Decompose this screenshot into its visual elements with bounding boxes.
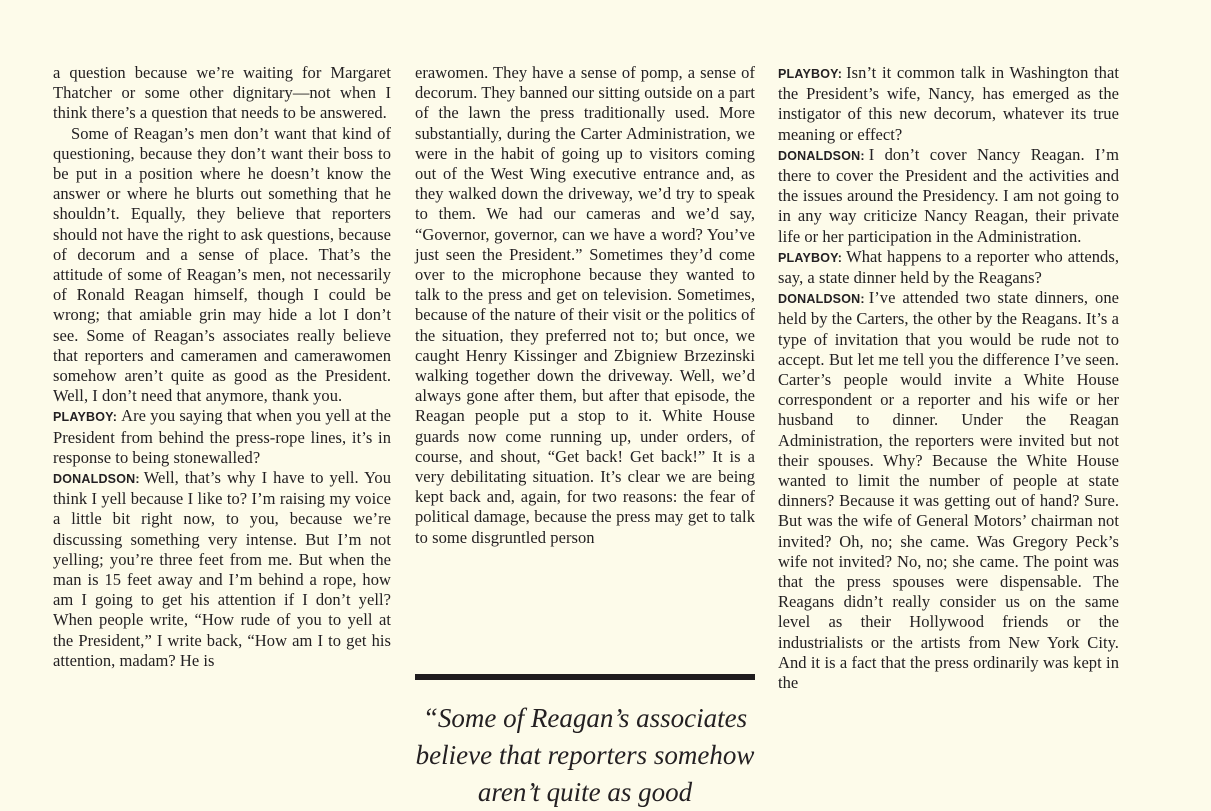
paragraph — [778, 247, 1119, 288]
paragraph — [53, 124, 391, 407]
column-3 — [778, 63, 1119, 693]
paragraph-text: Well, that’s why I have to yell. You think I yell because I like to? I’m raising my voice a little bit right now, to you, because we’re discussing something very intense. But I’m not yelling; you’re three feet from me. But when the man is 15 feet away and I’m behind a rope, how am I going to get his attention if I don’t yell? When people write, “How rude of you to yell at the President,” I write back, “How am I to get his attention, madam? He is — [53, 468, 391, 670]
paragraph — [778, 288, 1119, 693]
speaker-label: DONALDSON: — [778, 148, 865, 163]
paragraph — [415, 63, 755, 548]
speaker-label: DONALDSON: — [778, 292, 865, 307]
speaker-label: DONALDSON: — [53, 472, 140, 487]
column-2 — [415, 63, 755, 548]
paragraph — [778, 145, 1119, 247]
pull-quote: “Some of Reagan’s associates believe that reporters somehow aren’t quite as good — [415, 703, 755, 807]
paragraph-text: Isn’t it common talk in Washington that the President’s wife, Nancy, has emerged as the instigator of this new decorum, whatever its true meaning or effect? — [778, 63, 1119, 144]
paragraph-text: What happens to a reporter who attends, say, a state dinner held by the Reagans? — [778, 246, 1119, 288]
paragraph — [778, 63, 1119, 145]
paragraph — [53, 63, 391, 124]
speaker-label: PLAYBOY: — [53, 410, 118, 425]
paragraph — [53, 406, 391, 468]
paragraph-text: I don’t cover Nancy Reagan. I’m there to cover the President and the activities and the issues around the Presidency. I am not going to in any way criticize Nancy Reagan, their private life or her participation in the Administration. — [778, 144, 1119, 246]
column-1 — [53, 63, 391, 671]
pull-quote-divider — [415, 674, 755, 680]
speaker-label: PLAYBOY: — [778, 67, 843, 81]
paragraph-text: I’ve attended two state dinners, one held by the Carters, the other by the Reagans. It’s a type of invitation that you would be rude not to accept. But let me tell you the difference I’ve seen. Carter’s people would invite a White House correspondent or a reporter and his wife or her husband to dinner. Under the Reagan Administration, the reporters were invited but not their spouses. Why? Because the White House wanted to limit the number of people at state dinners? Because it was getting out of hand? Sure. But was the wife of General Motors’ chairman not invited? Oh, no; she came. Was Gregory Peck’s wife not invited? No, no; she came. The point was that the press spouses were dispensable. The Reagans didn’t really consider us on the same level as their Hollywood friends or the industrialists or the artists from New York City. And it is a fact that the press ordinarily was kept in the — [778, 288, 1119, 693]
paragraph-text: Are you saying that when you yell at the President from behind the press-rope lines, it’s in response to being stonewalled? — [53, 406, 391, 467]
paragraph-text: a question because we’re waiting for Margaret Thatcher or some other dignitary—not when I think there’s a question that needs to be answered. — [53, 63, 391, 123]
paragraph — [53, 468, 391, 671]
paragraph-text: erawomen. They have a sense of pomp, a sense of decorum. They banned our sitting outside on a part of the lawn the press traditionally used. More substantially, during the Carter Administration, we were in the habit of going up to visitors coming out of the West Wing executive entrance and, as they walked down the driveway, we’d try to speak to them. We had our cameras and we’d say, “Governor, governor, can we have a word? You’ve just seen the President.” Sometimes they’d come over to the microphone because they wanted to talk to the press and get on television. Sometimes, because of the nature of their visit or the politics of the situation, they preferred not to; but once, we caught Henry Kissinger and Zbigniew Brzezinski walking together down the driveway. Well, we’d always gone after them, but after that episode, the Reagan people put a stop to it. White House guards now come running up, under orders, of course, and shout, “Get back! Get back!” It is a very debilitating situation. It’s clear we are being kept back and, again, for two reasons: the fear of political damage, because the press may get to talk to some disgruntled person — [415, 63, 755, 547]
paragraph-text: Some of Reagan’s men don’t want that kind of questioning, because they don’t want their boss to be put in a position where he doesn’t know the answer or where he blurts out something that he shouldn’t. Equally, they believe that reporters should not have the right to ask questions, because of decorum and a sense of place. That’s the attitude of some of Reagan’s men, not necessarily of Ronald Reagan himself, though I could be wrong; that amiable grin may hide a lot I don’t see. Some of Reagan’s associates really believe that reporters and cameramen and camerawomen somehow aren’t quite as good as the President. Well, I don’t need that anymore, thank you. — [53, 123, 391, 406]
speaker-label: PLAYBOY: — [778, 250, 843, 265]
